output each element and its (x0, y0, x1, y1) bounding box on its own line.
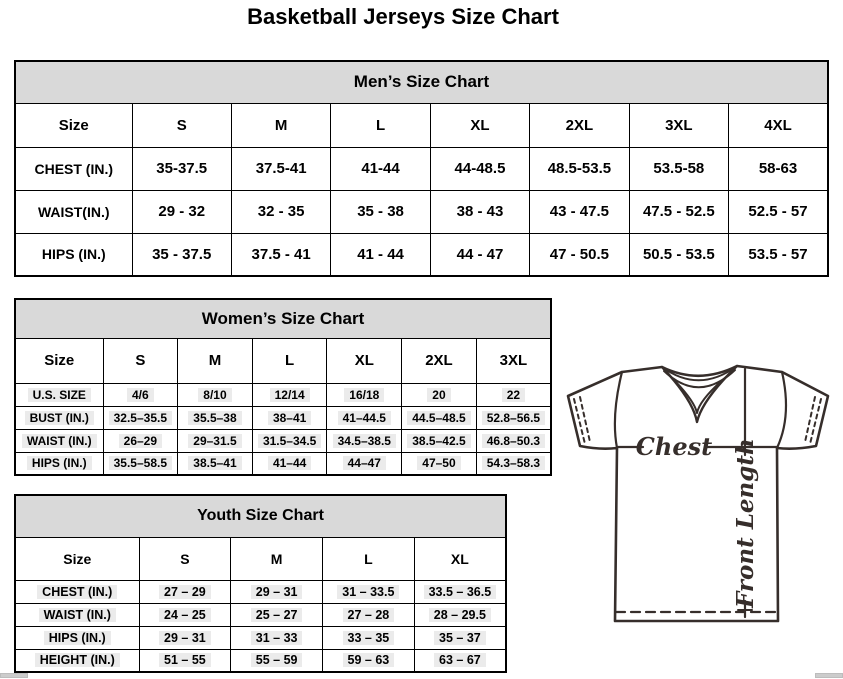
measurement-cell-text: 44-48.5 (454, 160, 506, 177)
measurement-cell-text: 63 – 67 (434, 653, 486, 667)
size-column-header (331, 103, 430, 147)
measurement-cell (103, 452, 178, 475)
measurement-cell (139, 626, 231, 649)
row-label (15, 603, 139, 626)
youth-size-chart-table (14, 494, 507, 673)
measurement-cell (430, 190, 529, 233)
row-label (15, 580, 139, 603)
row-label (15, 190, 132, 233)
size-column-header-text: 2XL (425, 352, 453, 369)
size-column-header (430, 103, 529, 147)
measurement-cell (178, 406, 253, 429)
measurement-cell-text: 32 - 35 (257, 203, 305, 220)
row-label (15, 429, 103, 452)
measurement-cell (323, 603, 415, 626)
measurement-cell-text: 35 - 38 (357, 203, 404, 220)
measurement-cell-text: 35-37.5 (156, 160, 208, 177)
chart-title-row (15, 299, 551, 338)
measurement-cell-text: 37.5-41 (255, 160, 307, 177)
measurement-cell (629, 147, 728, 190)
size-column-header-text: M (274, 116, 288, 134)
measurement-cell-text: 54.3–58.3 (482, 456, 545, 470)
measurement-cell-text: 35 - 37.5 (152, 245, 212, 263)
measurement-cell-text: 41–44.5 (338, 411, 391, 425)
measurement-cell-text: 51 – 55 (159, 653, 211, 667)
measurement-cell (729, 147, 828, 190)
jersey-outline (568, 366, 828, 621)
size-column-header-text: 3XL (665, 116, 693, 134)
size-column-header-text: S (180, 550, 190, 567)
measurement-cell-text: 37.5 - 41 (251, 245, 311, 263)
measurement-cell (178, 452, 253, 475)
column-header-row (15, 338, 551, 383)
size-column-header-text: 3XL (499, 352, 528, 369)
measurement-cell-text: 44 - 47 (456, 245, 504, 263)
measurement-cell-text: 35.5–38 (188, 411, 241, 425)
measurement-cell (231, 626, 323, 649)
measurement-cell (252, 429, 327, 452)
size-column-header-text: 2XL (565, 116, 594, 134)
size-column-header (252, 338, 327, 383)
measurement-cell-text: 25 – 27 (251, 608, 303, 622)
measurement-cell-text: 38.5–41 (188, 456, 241, 470)
size-column-header-text: L (285, 352, 295, 369)
size-column-header (139, 537, 231, 580)
size-column-header (402, 338, 477, 383)
measurement-cell-text: 26–29 (119, 434, 162, 448)
measurement-row (15, 626, 506, 649)
measurement-cell (414, 626, 506, 649)
page-title: Basketball Jerseys Size Chart (247, 4, 559, 29)
measurement-cell (132, 147, 231, 190)
chart-title-text: Youth Size Chart (197, 507, 324, 525)
measurement-cell (231, 603, 323, 626)
size-column-header-text: M (270, 550, 283, 567)
chart-title (15, 61, 828, 103)
measurement-cell (729, 190, 828, 233)
measurement-cell (252, 406, 327, 429)
measurement-cell-text: 8/10 (198, 388, 231, 402)
measurement-row (15, 603, 506, 626)
measurement-row (15, 580, 506, 603)
front-length-label: Front Length (732, 438, 759, 608)
measurement-cell (327, 429, 402, 452)
measurement-cell (331, 147, 430, 190)
measurement-cell-text: 41 - 44 (357, 245, 404, 263)
measurement-cell (103, 429, 178, 452)
measurement-cell-text: 52.8–56.5 (482, 411, 545, 425)
measurement-cell-text: 48.5-53.5 (547, 160, 612, 177)
measurement-cell-text: 58-63 (758, 160, 798, 177)
measurement-cell-text: 47 - 50.5 (549, 245, 609, 263)
measurement-cell-text: 20 (427, 388, 450, 402)
jersey-diagram-svg (555, 358, 840, 628)
size-column-header-text: XL (470, 116, 490, 134)
measurement-cell (132, 190, 231, 233)
size-column-header (231, 103, 330, 147)
size-column-header (327, 338, 402, 383)
size-column-header (231, 537, 323, 580)
measurement-cell-text: 43 - 47.5 (549, 203, 609, 220)
measurement-cell-text: 46.8–50.3 (482, 434, 545, 448)
size-column-header-text: S (176, 116, 187, 134)
size-column-header (629, 103, 728, 147)
row-label-text: WAIST (IN.) (22, 434, 97, 448)
size-header-text: Size (63, 550, 92, 567)
measurement-cell (430, 147, 529, 190)
measurement-cell-text: 35 – 37 (434, 631, 486, 645)
row-label (15, 452, 103, 475)
measurement-cell (132, 233, 231, 276)
size-header-text: Size (58, 116, 89, 134)
measurement-cell-text: 53.5-58 (653, 160, 705, 177)
measurement-cell-text: 28 – 29.5 (429, 608, 491, 622)
size-column-header (178, 338, 253, 383)
row-label (15, 147, 132, 190)
size-column-header-text: 4XL (764, 116, 792, 134)
measurement-cell-text: 41–44 (268, 456, 311, 470)
measurement-cell (139, 580, 231, 603)
size-header (15, 103, 132, 147)
size-column-header-text: L (375, 116, 386, 134)
measurement-cell (231, 649, 323, 672)
measurement-cell-text: 31 – 33.5 (337, 585, 399, 599)
chart-title-text: Men’s Size Chart (353, 72, 490, 92)
measurement-cell-text: 29 - 32 (158, 203, 206, 220)
measurement-cell-text: 41-44 (361, 160, 400, 177)
measurement-cell (729, 233, 828, 276)
row-label-text: WAIST(IN.) (37, 203, 110, 220)
horizontal-scrollbar-fragment[interactable] (0, 673, 28, 678)
measurement-cell (327, 452, 402, 475)
measurement-cell-text: 31 – 33 (251, 631, 303, 645)
measurement-cell (231, 190, 330, 233)
measurement-cell-text: 35.5–58.5 (109, 456, 172, 470)
row-label-text: HIPS (IN.) (41, 246, 106, 263)
measurement-cell-text: 55 – 59 (251, 653, 303, 667)
measurement-cell (530, 233, 629, 276)
size-column-header (414, 537, 506, 580)
row-label-text: CHEST (IN.) (37, 585, 117, 599)
measurement-cell-text: 12/14 (270, 388, 310, 402)
measurement-cell-text: 47–50 (417, 456, 460, 470)
size-column-header (323, 537, 415, 580)
measurement-cell-text: 33.5 – 36.5 (424, 585, 497, 599)
measurement-cell (629, 190, 728, 233)
measurement-cell-text: 50.5 - 53.5 (642, 245, 715, 263)
mens-size-chart-table (14, 60, 829, 277)
measurement-cell (178, 383, 253, 406)
measurement-cell (414, 603, 506, 626)
row-label-text: BUST (IN.) (25, 411, 94, 425)
size-header (15, 338, 103, 383)
measurement-cell (402, 406, 477, 429)
measurement-cell-text: 32.5–35.5 (109, 411, 172, 425)
measurement-cell (331, 190, 430, 233)
womens-size-chart-table (14, 298, 552, 476)
measurement-cell-text: 29 – 31 (159, 631, 211, 645)
size-column-header (132, 103, 231, 147)
column-header-row (15, 103, 828, 147)
size-header-text: Size (44, 352, 75, 369)
measurement-row (15, 147, 828, 190)
measurement-cell-text: 33 – 35 (343, 631, 395, 645)
measurement-cell (103, 383, 178, 406)
measurement-cell-text: 44.5–48.5 (407, 411, 470, 425)
row-label-text: HIPS (IN.) (44, 631, 111, 645)
jersey-measurement-diagram (555, 358, 840, 628)
row-label-text: HEIGHT (IN.) (35, 653, 120, 667)
measurement-row (15, 383, 551, 406)
measurement-row (15, 452, 551, 475)
measurement-cell (231, 580, 323, 603)
size-column-header-text: XL (450, 550, 469, 567)
measurement-cell (139, 603, 231, 626)
size-column-header (103, 338, 178, 383)
row-label (15, 383, 103, 406)
measurement-cell-text: 4/6 (127, 388, 154, 402)
measurement-cell (139, 649, 231, 672)
measurement-cell-text: 27 – 28 (343, 608, 395, 622)
row-label (15, 626, 139, 649)
measurement-cell-text: 34.5–38.5 (333, 434, 396, 448)
measurement-cell (402, 383, 477, 406)
measurement-cell (629, 233, 728, 276)
size-column-header-text: L (364, 550, 373, 567)
measurement-cell (231, 147, 330, 190)
measurement-row (15, 190, 828, 233)
chart-title (15, 495, 506, 537)
measurement-cell-text: 16/18 (344, 388, 384, 402)
size-column-header-text: S (135, 352, 146, 369)
measurement-cell (323, 626, 415, 649)
measurement-cell-text: 59 – 63 (343, 653, 395, 667)
measurement-cell (414, 649, 506, 672)
measurement-cell-text: 44–47 (343, 456, 386, 470)
measurement-cell (331, 233, 430, 276)
measurement-cell-text: 29–31.5 (188, 434, 241, 448)
measurement-cell-text: 47.5 - 52.5 (642, 203, 715, 220)
chest-label: Chest (635, 432, 713, 461)
chart-title-text: Women’s Size Chart (201, 308, 365, 328)
measurement-cell-text: 52.5 - 57 (748, 203, 808, 220)
measurement-cell-text: 31.5–34.5 (258, 434, 321, 448)
measurement-cell (103, 406, 178, 429)
size-column-header-text: M (208, 352, 222, 369)
measurement-cell-text: 38.5–42.5 (407, 434, 470, 448)
size-column-header (476, 338, 551, 383)
measurement-cell (252, 383, 327, 406)
measurement-cell (530, 190, 629, 233)
row-label-text: U.S. SIZE (28, 388, 91, 402)
measurement-cell (476, 383, 551, 406)
measurement-cell-text: 27 – 29 (159, 585, 211, 599)
measurement-cell (402, 429, 477, 452)
measurement-row (15, 406, 551, 429)
measurement-cell-text: 24 – 25 (159, 608, 211, 622)
measurement-row (15, 649, 506, 672)
measurement-cell-text: 38 - 43 (456, 203, 504, 220)
horizontal-scrollbar-fragment[interactable] (815, 673, 843, 678)
row-label (15, 233, 132, 276)
size-header (15, 537, 139, 580)
measurement-cell (530, 147, 629, 190)
measurement-cell-text: 29 – 31 (251, 585, 303, 599)
measurement-cell (430, 233, 529, 276)
chart-title (15, 299, 551, 338)
measurement-cell (476, 429, 551, 452)
measurement-cell (327, 406, 402, 429)
measurement-cell (323, 580, 415, 603)
size-column-header (530, 103, 629, 147)
chart-title-row (15, 495, 506, 537)
row-label-text: HIPS (IN.) (27, 456, 92, 470)
size-column-header (729, 103, 828, 147)
size-column-header-text: XL (354, 352, 374, 369)
measurement-cell (231, 233, 330, 276)
measurement-cell (476, 406, 551, 429)
chart-title-row (15, 61, 828, 103)
measurement-cell-text: 53.5 - 57 (748, 245, 808, 263)
row-label (15, 649, 139, 672)
measurement-cell (476, 452, 551, 475)
measurement-cell (327, 383, 402, 406)
measurement-cell (323, 649, 415, 672)
row-label-text: CHEST (IN.) (34, 160, 114, 177)
measurement-cell-text: 38–41 (268, 411, 311, 425)
column-header-row (15, 537, 506, 580)
measurement-cell (414, 580, 506, 603)
measurement-cell-text: 22 (502, 388, 525, 402)
measurement-cell (252, 452, 327, 475)
measurement-cell (402, 452, 477, 475)
measurement-row (15, 429, 551, 452)
row-label (15, 406, 103, 429)
row-label-text: WAIST (IN.) (39, 608, 116, 622)
measurement-cell (178, 429, 253, 452)
measurement-row (15, 233, 828, 276)
